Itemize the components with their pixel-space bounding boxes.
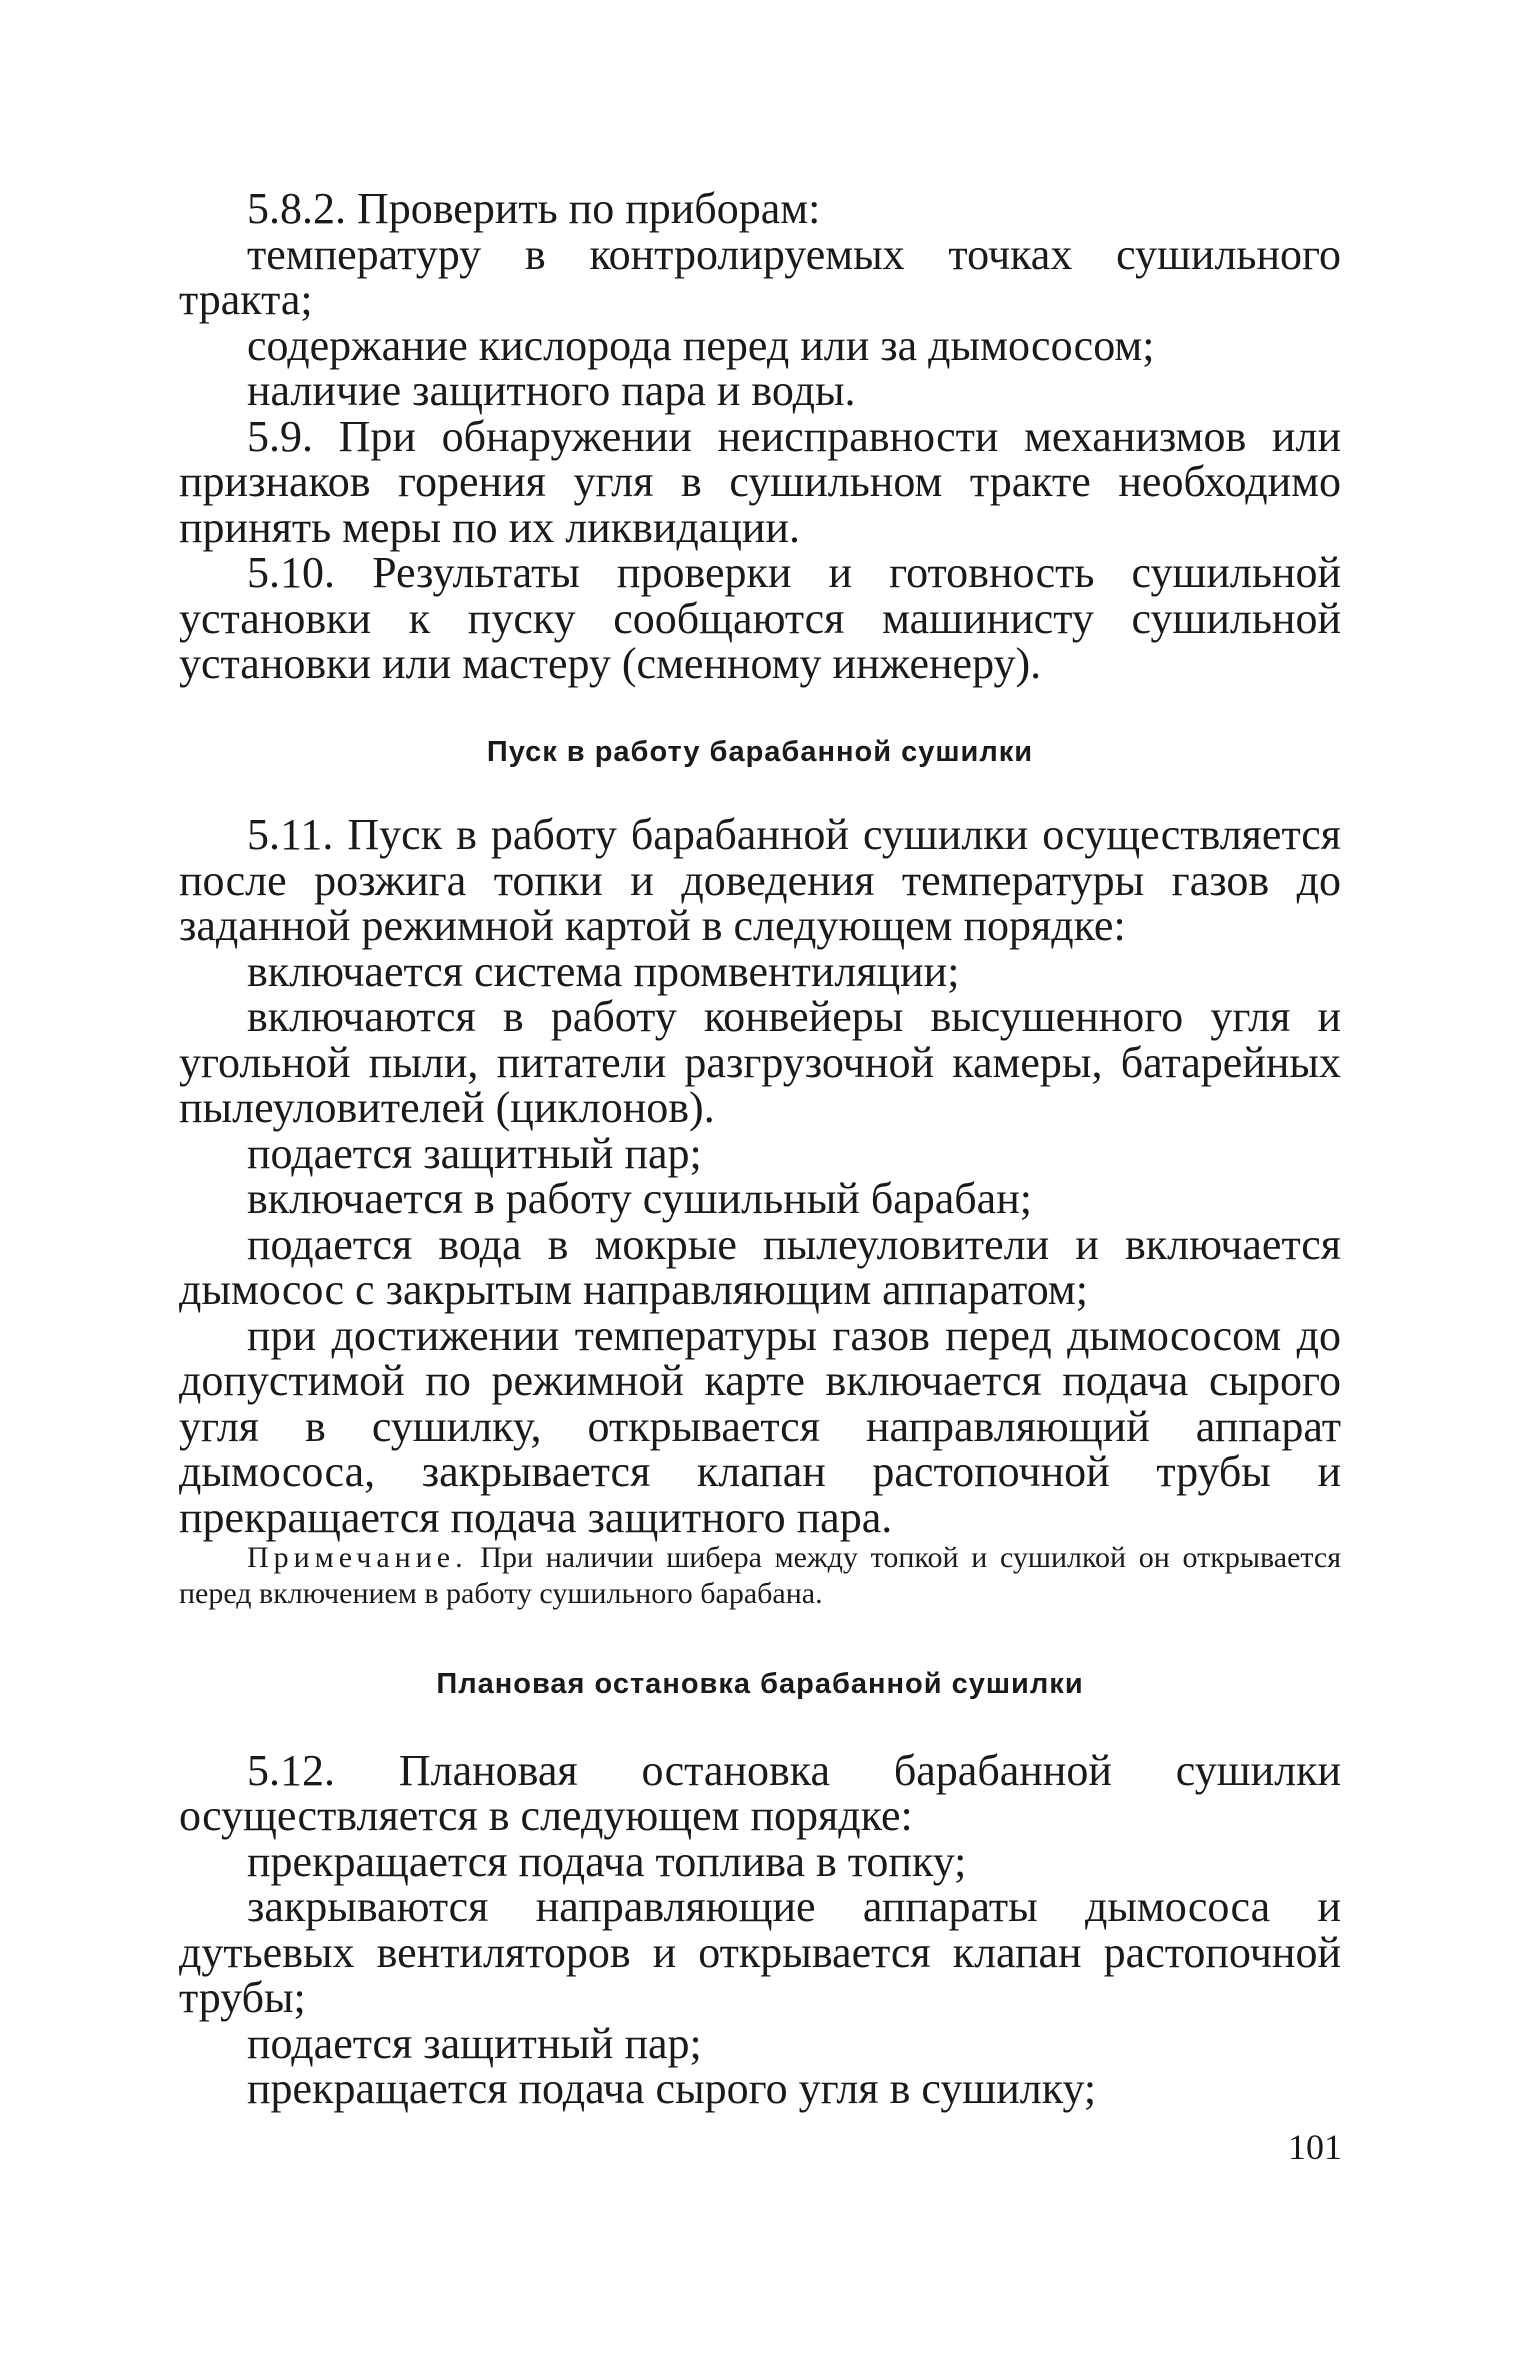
- note-text: При наличии шибера между топкой и сушилкой он открывается перед включением в работу сушильного барабана.: [179, 1541, 1341, 1610]
- paragraph-5-10: 5.10. Результаты проверки и готовность сушильной установки к пуску сообщаются машинисту сушильной установки или мастеру (сменному инженеру).: [179, 548, 1341, 688]
- section-heading-stop: Плановая остановка барабанной сушилки: [436, 1668, 1084, 1700]
- list-item: включается в работу сушильный барабан;: [247, 1174, 1032, 1223]
- paragraph-5-11: 5.11. Пуск в работу барабанной сушилки осуществляется после розжига топки и доведения температуры газов до заданной режимной картой в следующем порядке:: [179, 810, 1341, 950]
- list-item: прекращается подача топлива в топку;: [247, 1836, 967, 1886]
- list-item: содержание кислорода перед или за дымососом;: [247, 320, 1155, 370]
- note-label: Примечание.: [247, 1541, 468, 1574]
- list-item: при достижении температуры газов перед дымососом до допустимой по режимной карте включается подача сырого угля в сушилку, открывается направляющий аппарат дымососа, закрывается клапан растопочной трубы и прекращается подача защитного пара.: [179, 1310, 1341, 1542]
- list-item: закрываются направляющие аппараты дымососа и дутьевых вентиляторов и открывается клапан растопочной трубы;: [179, 1882, 1341, 2022]
- list-item: наличие защитного пара и воды.: [247, 366, 856, 415]
- list-item: подается защитный пар;: [247, 2018, 702, 2068]
- list-item: включается система промвентиляции;: [247, 946, 960, 996]
- list-item: подается защитный пар;: [247, 1128, 702, 1178]
- note: [179, 1540, 1341, 1612]
- page-body: [179, 186, 1341, 2112]
- list-item: температуру в контролируемых точках сушильного тракта;: [179, 229, 1341, 324]
- list-item: включаются в работу конвейеры высушенного угля и угольной пыли, питатели разгрузочной камеры, батарейных пылеуловителей (циклонов).: [179, 992, 1341, 1132]
- section-heading-start: Пуск в работу барабанной сушилки: [486, 735, 1034, 768]
- paragraph-5-9: 5.9. При обнаружении неисправности механизмов или признаков горения угля в сушильном тракте необходимо принять меры по их ликвидации.: [179, 411, 1341, 552]
- paragraph-5-8-2: 5.8.2. Проверить по приборам:: [247, 184, 821, 233]
- list-item: подается вода в мокрые пылеуловители и включается дымосос с закрытым направляющим аппаратом;: [179, 1219, 1341, 1314]
- page-number: 101: [1288, 2127, 1342, 2167]
- list-item: прекращается подача сырого угля в сушилку;: [247, 2064, 1097, 2113]
- paragraph-5-12: 5.12. Плановая остановка барабанной сушилки осуществляется в следующем порядке:: [179, 1745, 1341, 1840]
